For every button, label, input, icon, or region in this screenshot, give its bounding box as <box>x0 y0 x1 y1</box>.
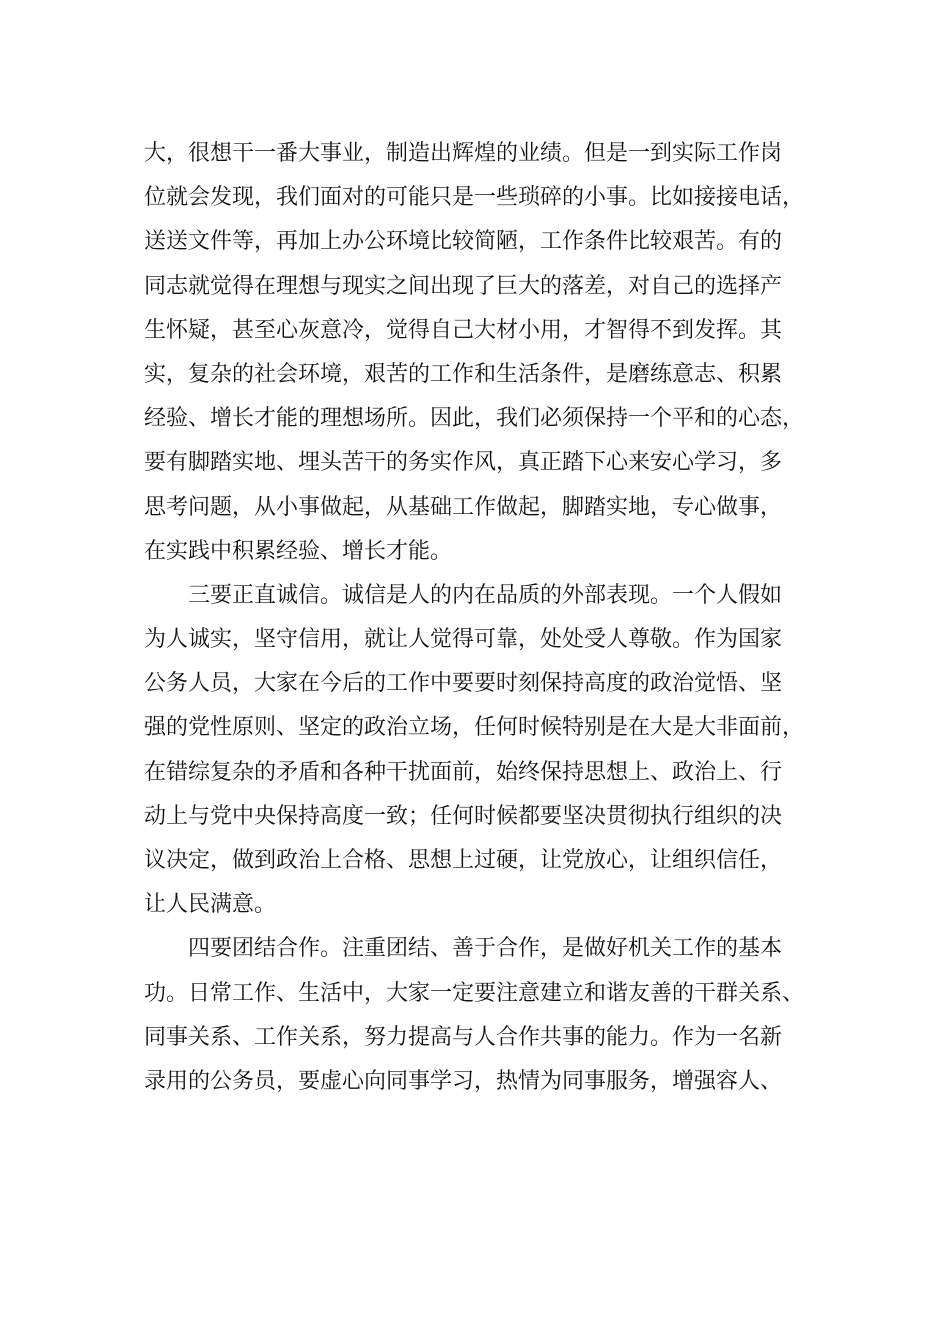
text-line: 思考问题，从小事做起，从基础工作做起，脚踏实地，专心做事， <box>144 494 783 520</box>
paragraph-3 <box>144 927 824 1104</box>
text-line: 在实践中积累经验、增长才能。 <box>144 538 453 564</box>
text-line: 强的党性原则、坚定的政治立场，任何时候特别是在大是大非面前， <box>144 715 805 741</box>
text-line: 为人诚实，坚守信用，就让人觉得可靠，处处受人尊敬。作为国家 <box>144 627 783 653</box>
text-line: 送送文件等，再加上办公环境比较简陋，工作条件比较艰苦。有的 <box>144 229 783 255</box>
text-line: 要有脚踏实地、埋头苦干的务实作风，真正踏下心来安心学习，多 <box>144 450 783 476</box>
text-line: 同志就觉得在理想与现实之间出现了巨大的落差，对自己的选择产 <box>144 273 783 299</box>
text-line: 经验、增长才能的理想场所。因此，我们必须保持一个平和的心态， <box>144 406 805 432</box>
text-line: 生怀疑，甚至心灰意冷，觉得自己大材小用，才智得不到发挥。其 <box>144 317 783 343</box>
text-line: 功。日常工作、生活中，大家一定要注意建立和谐友善的干群关系、 <box>144 980 805 1006</box>
text-line: 议决定，做到政治上合格、思想上过硬，让党放心，让组织信任， <box>144 848 783 873</box>
text-line: 在错综复杂的矛盾和各种干扰面前，始终保持思想上、政治上、行 <box>144 759 783 785</box>
text-line: 公务人员，大家在今后的工作中要要时刻保持高度的政治觉悟、坚 <box>144 671 783 697</box>
text-line: 同事关系、工作关系，努力提高与人合作共事的能力。作为一名新 <box>144 1024 783 1050</box>
text-line: 实，复杂的社会环境，艰苦的工作和生活条件，是磨练意志、积累 <box>144 361 783 387</box>
text-line: 位就会发现，我们面对的可能只是一些琐碎的小事。比如接接电话， <box>144 185 805 211</box>
text-line: 动上与党中央保持高度一致；任何时候都要坚决贯彻执行组织的决 <box>144 803 783 829</box>
text-line: 录用的公务员，要虚心向同事学习，热情为同事服务，增强容人、 <box>144 1068 783 1094</box>
paragraph-1 <box>144 132 824 574</box>
text-line: 让人民满意。 <box>144 892 277 918</box>
text-line: 大，很想干一番大事业，制造出辉煌的业绩。但是一到实际工作岗 <box>144 141 783 166</box>
text-line: 四要团结合作。注重团结、善于合作，是做好机关工作的基本 <box>188 936 783 962</box>
document-body <box>144 132 824 1104</box>
paragraph-2 <box>144 574 824 928</box>
text-line: 三要正直诚信。诚信是人的内在品质的外部表现。一个人假如 <box>188 582 783 608</box>
